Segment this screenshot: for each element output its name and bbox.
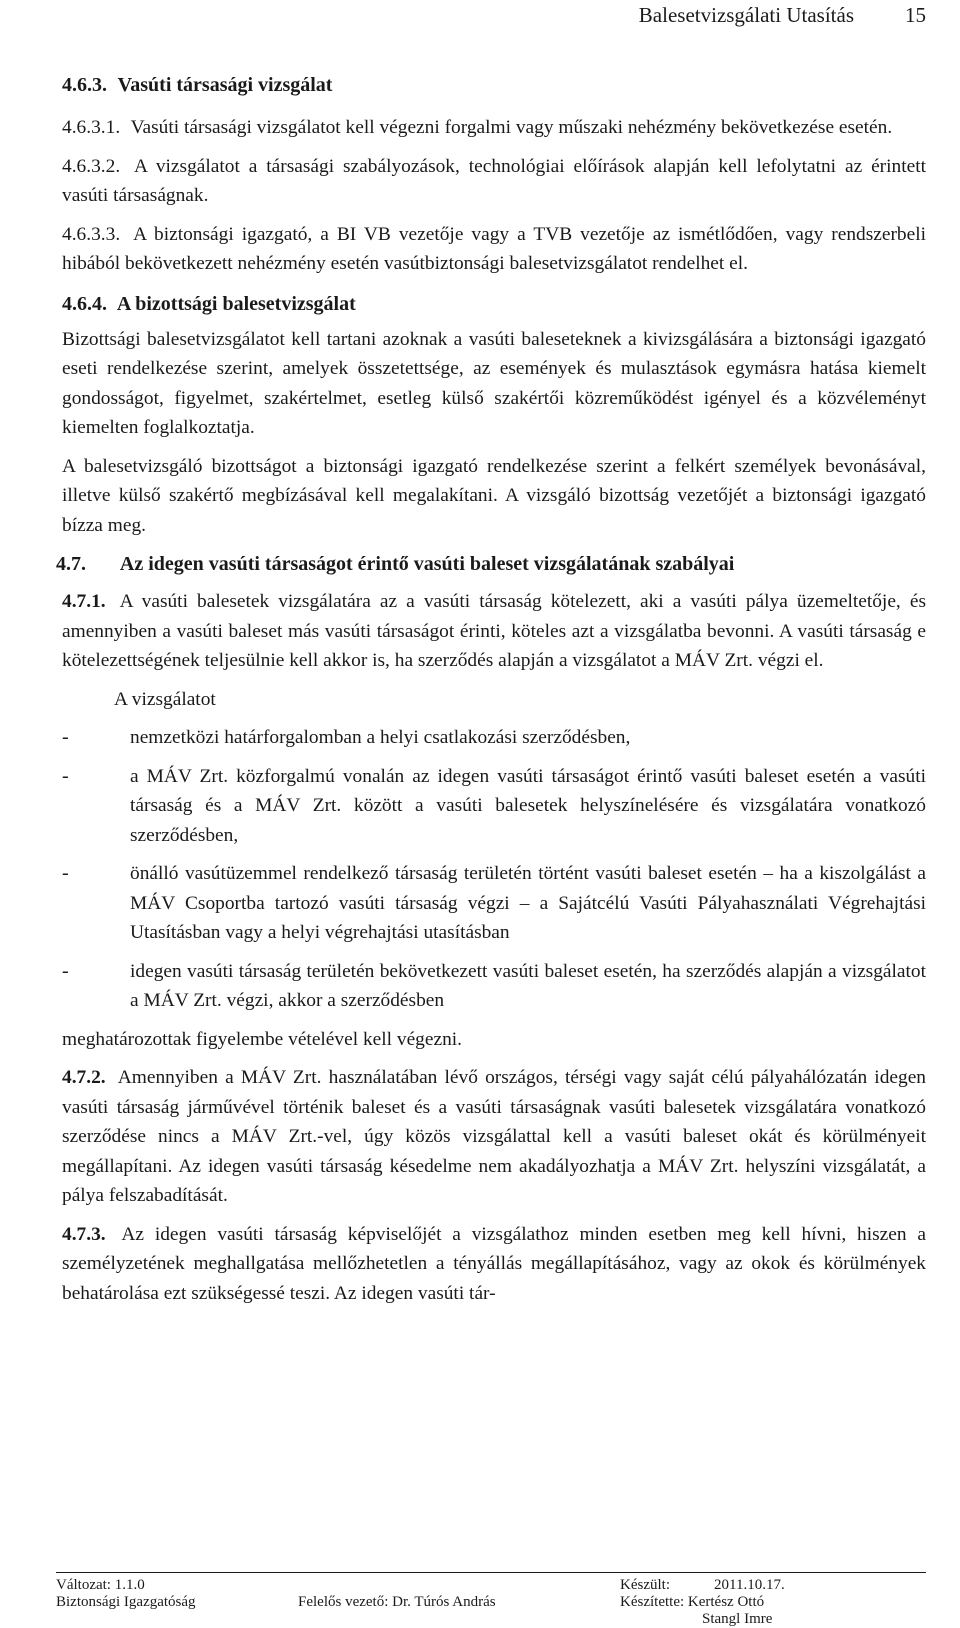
dash-bullet: - <box>62 764 69 787</box>
list-item <box>62 859 926 948</box>
section-heading-4-6-4 <box>62 290 926 319</box>
paragraph-4-6-4-body-2: A balesetvizsgáló bizottságot a biztonsági igazgató rendelkezése szerint a felkért személyek bevonásával, illetve külső szakértő megbízásával kell megalakítani. A vizsgáló bizottság vezetőjét a biztonsági igazgató bízza meg. <box>62 455 926 536</box>
list-item <box>62 762 926 851</box>
dash-bullet: - <box>62 726 69 748</box>
footer-created-date: 2011.10.17. <box>714 1577 785 1593</box>
list-lead: A vizsgálatot <box>114 688 216 710</box>
paragraph-number: 4.6.3.2. <box>62 155 121 177</box>
paragraph-text: A vizsgálatot a társasági szabályozások, technológiai előírások alapján kell lefolytatni az érintett vasúti társaságnak. <box>62 155 926 206</box>
paragraph-text: Vasúti társasági vizsgálatot kell végezni forgalmi vagy műszaki nehézmény bekövetkezése esetén. <box>130 117 893 138</box>
list-item <box>62 723 926 753</box>
paragraph-number: 4.7.2. <box>62 1067 106 1088</box>
footer-org: Biztonsági Igazgatóság <box>56 1594 196 1610</box>
paragraph-4-7-3 <box>62 1220 926 1309</box>
section-heading-4-6-3 <box>62 71 926 100</box>
section-heading-4-7 <box>56 550 926 579</box>
header-title: Balesetvizsgálati Utasítás <box>638 3 854 27</box>
footer-author-2: Stangl Imre <box>702 1611 773 1627</box>
footer-divider <box>56 1572 926 1573</box>
paragraph-4-7-2 <box>62 1063 926 1211</box>
condition-list <box>62 723 926 1016</box>
dash-bullet: - <box>62 862 69 884</box>
paragraph-number: 4.6.3.1. <box>62 117 121 138</box>
page-header <box>60 2 926 32</box>
dash-bullet: - <box>62 959 69 982</box>
paragraph-4-6-3-1 <box>62 113 926 143</box>
list-item-text: nemzetközi határforgalomban a helyi csatlakozási szerződésben, <box>130 727 631 748</box>
paragraph-text: Amennyiben a MÁV Zrt. használatában lévő országos, térségi vagy saját célú pályahálózatán idegen vasúti társaság járművével történik baleset és a vasúti társaságnak vasúti balesetek vizsgálatára vonatkozó szerződése nincs a MÁV Zrt.-vel, úgy közös vizsgálattal kell a vasúti baleset okát és körülményeit megállapítani. Az idegen vasúti társaság késedelme nem akadályozhatja a MÁV Zrt. helyszíni vizsgálatát, a pálya felszabadítását. <box>62 1067 926 1206</box>
section-number: 4.7. <box>56 553 86 575</box>
paragraph-number: 4.7.3. <box>62 1223 106 1245</box>
list-item-text: a MÁV Zrt. közforgalmú vonalán az idegen vasúti társaságot érintő vasúti baleset esetén a vasúti társaság és a MÁV Zrt. között a vasúti balesetek helyszínelésére és vizsgálatára vonatkozó szerződésben, <box>130 765 926 846</box>
section-title: Az idegen vasúti társaságot érintő vasúti baleset vizsgálatának szabályai <box>119 553 735 575</box>
paragraph-4-6-4-body-1: Bizottsági balesetvizsgálatot kell tartani azoknak a vasúti baleseteknek a kivizsgálására a biztonsági igazgató eseti rendelkezése szerint, amelyek összetettsége, az események és mulasztások egymásra hatása kiemelt gondosságot, figyelmet, szakértelmet, esetleg külső szakértői közreműködést igényel és a közvéleményt kiemelten foglalkoztatja. <box>62 328 926 438</box>
footer-version: Változat: 1.1.0 <box>56 1577 145 1593</box>
footer-author-1: Készítette: Kertész Ottó <box>620 1594 765 1610</box>
list-item <box>62 957 926 1016</box>
paragraph-number: 4.6.3.3. <box>62 223 121 245</box>
page-footer <box>56 1572 926 1627</box>
paragraph-text: A biztonsági igazgató, a BI VB vezetője vagy a TVB vezetője az ismétlődően, vagy rendszerbeli hibából bekövetkezett nehézmény esetén vasútbiztonsági balesetvizsgálatot rendelhet el. <box>62 223 927 274</box>
footer-created-label: Készült: <box>620 1577 670 1593</box>
list-item-text: idegen vasúti társaság területén bekövetkezett vasúti baleset esetén, ha szerződés alapján a vizsgálatot a MÁV Zrt. végzi, akkor a szerződésben <box>130 960 926 1011</box>
paragraph-4-6-3-2 <box>62 152 926 211</box>
document-body <box>56 71 927 1308</box>
paragraph-4-7-1 <box>62 587 926 676</box>
paragraph-text: A vasúti balesetek vizsgálatára az a vasúti társaság kötelezett, aki a vasúti pálya üzemeltetője, és amennyiben a vasúti baleset más vasúti társaságot érinti, köteles azt a vizsgálatba bevonni. A vasúti társaság e kötelezettségének teljesülnie kell akkor is, ha szerződés alapján a vizsgálatot a MÁV Zrt. végzi el. <box>62 591 926 671</box>
paragraph-4-6-3-3 <box>62 220 926 279</box>
footer-responsible: Felelős vezető: Dr. Túrós András <box>298 1594 496 1610</box>
paragraph-text: Az idegen vasúti társaság képviselőjét a vizsgálathoz minden esetben meg kell hívni, hiszen a személyzetének meghallgatása mellőzhetetlen a tényállás megállapításához, vagy az okok és körülmények behatárolása ezt szükségessé teszi. Az idegen vasúti tár- <box>62 1223 927 1304</box>
list-tail: meghatározottak figyelembe vételével kell végezni. <box>62 1028 463 1050</box>
paragraph-number: 4.7.1. <box>62 591 106 612</box>
page-number: 15 <box>905 3 926 27</box>
list-item-text: önálló vasútüzemmel rendelkező társaság területén történt vasúti baleset esetén – ha a kiszolgálást a MÁV Csoportba tartozó vasúti társaság végzi – a Sajátcélú Vasúti Pályahasználati Végrehajtási Utasításban vagy a helyi végrehajtási utasításban <box>130 863 926 943</box>
section-title: Vasúti társasági vizsgálat <box>117 74 333 96</box>
section-title: A bizottsági balesetvizsgálat <box>116 292 356 315</box>
section-number: 4.6.4. <box>62 292 107 315</box>
section-number: 4.6.3. <box>62 74 107 96</box>
